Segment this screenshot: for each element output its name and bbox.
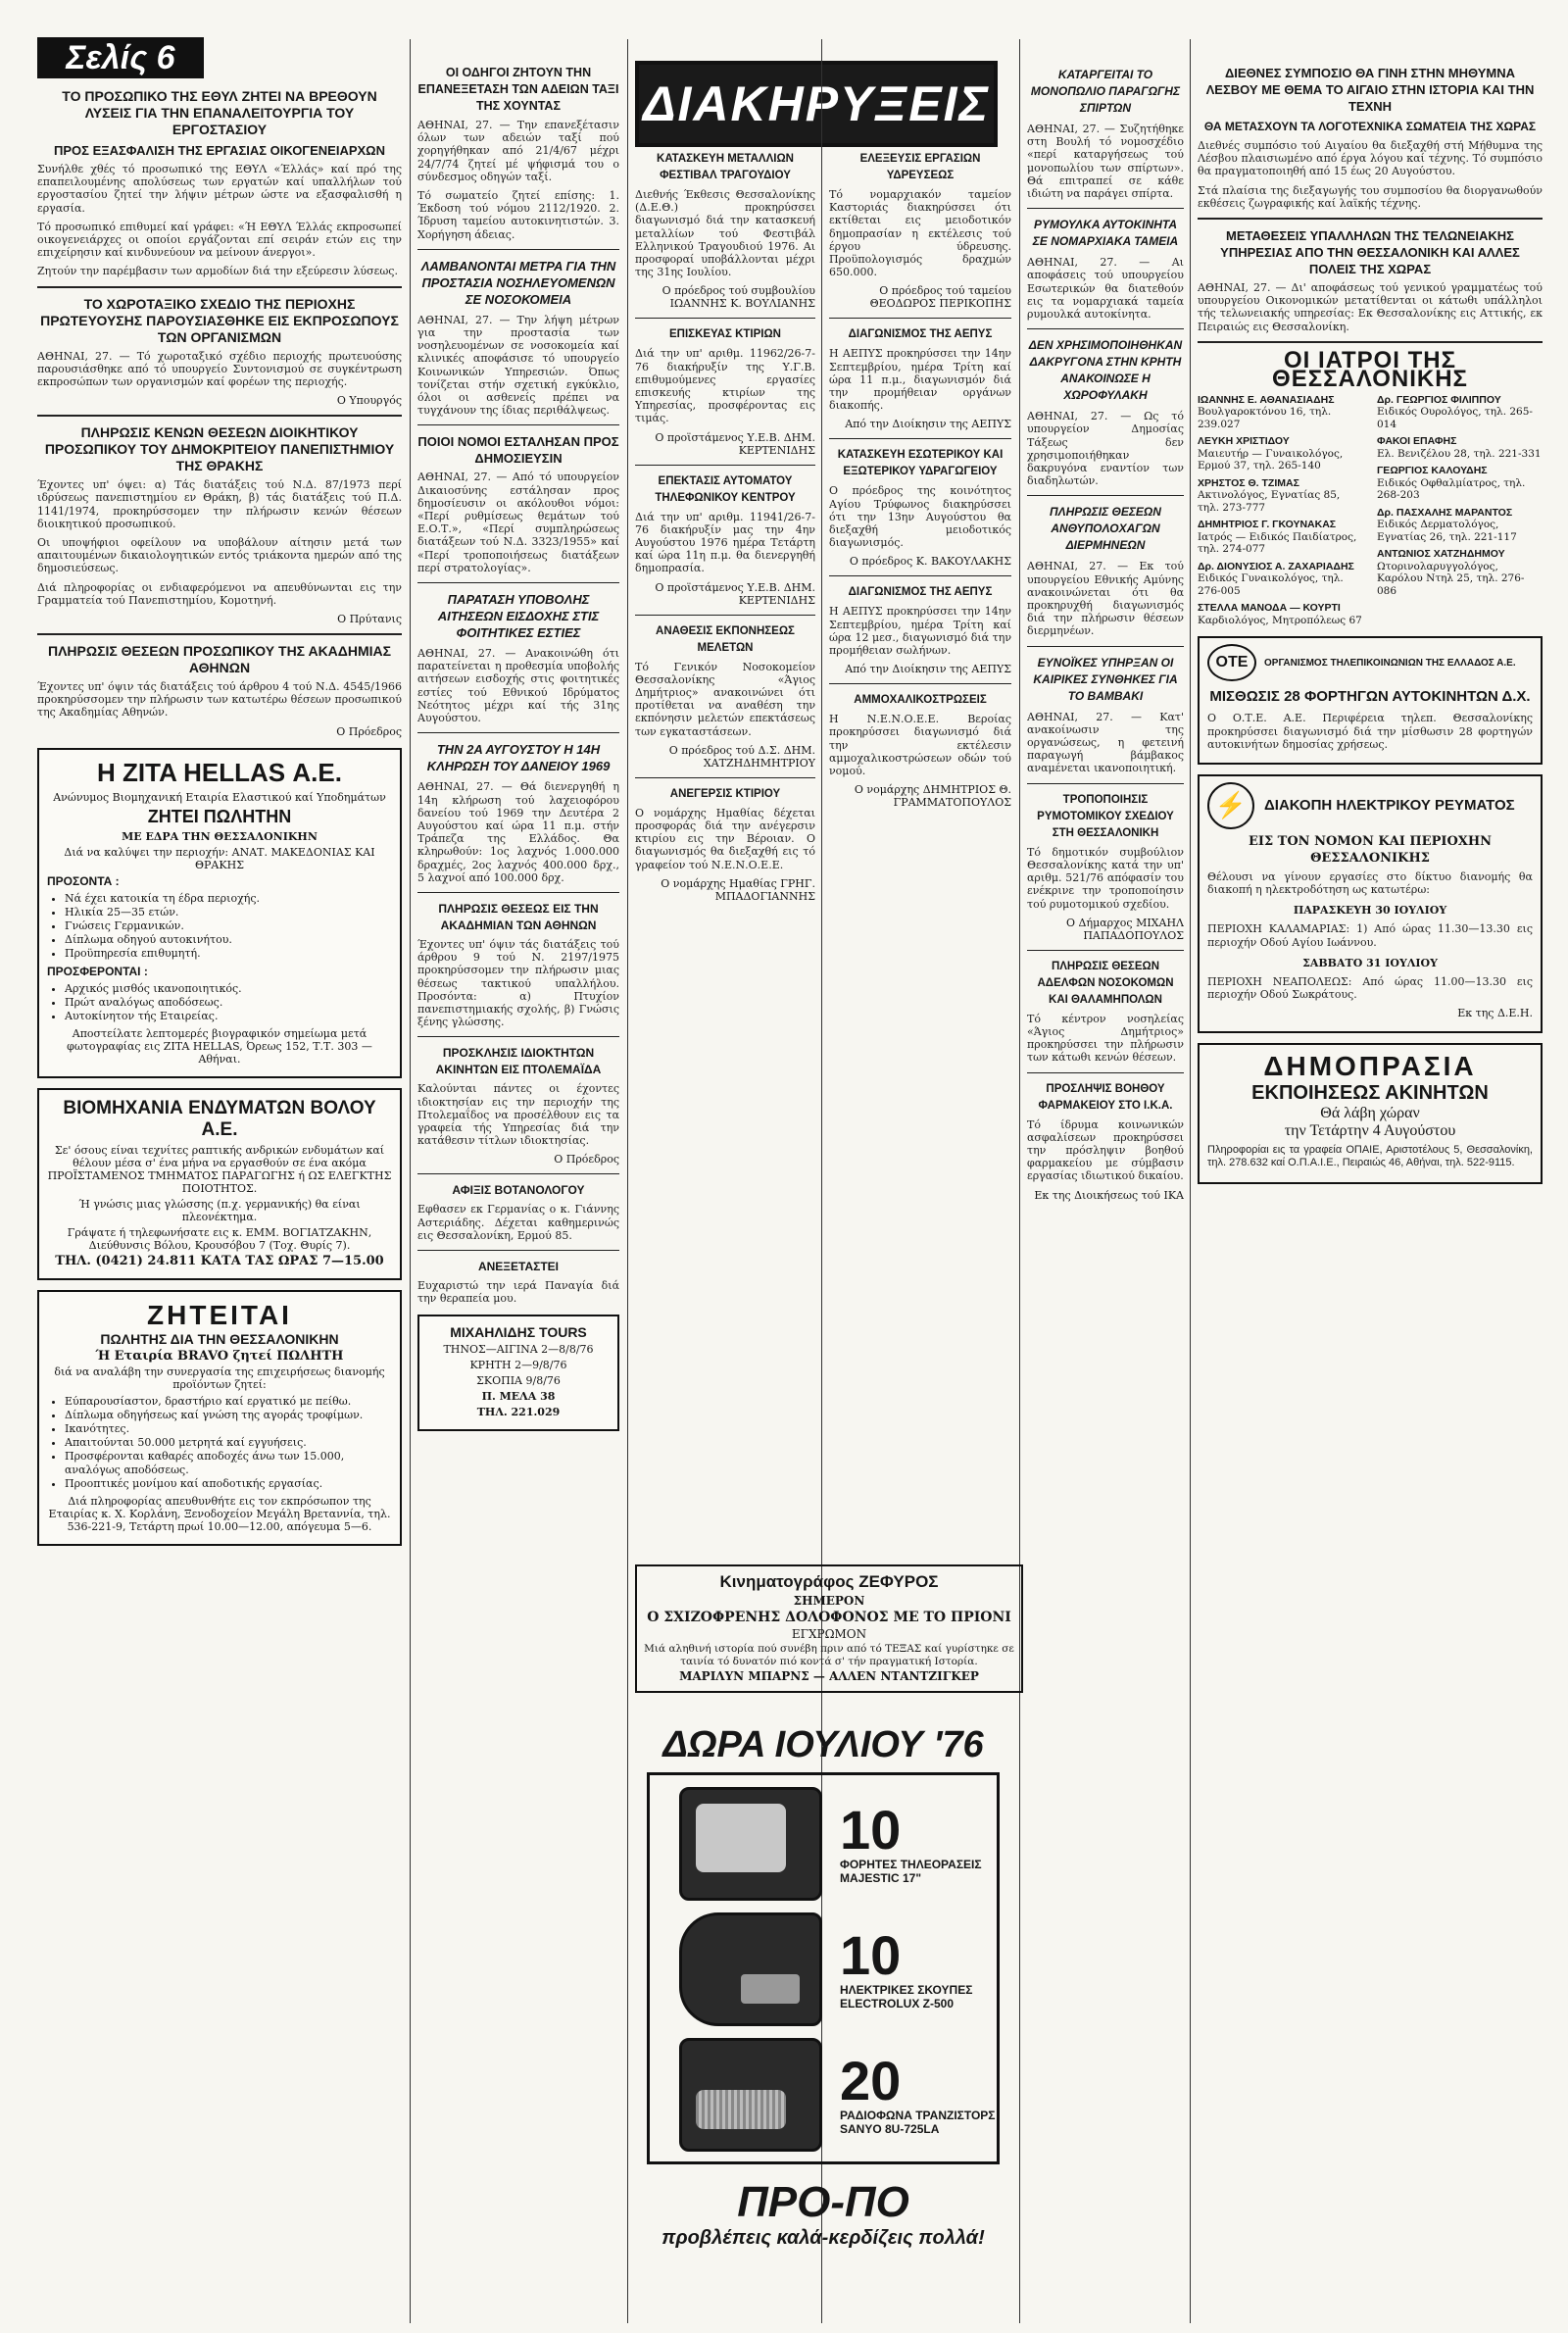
propo-slogan: προβλέπεις καλά-κερδίζεις πολλά! (662, 2227, 985, 2249)
article-text: Οι υποψήφιοι οφείλουν να υποβάλουν αίτησιν μετά των απαιτουμένων δικαιολογητικών εντός τριάκοντα ημερών από της δημοσιεύσεως. (37, 536, 402, 575)
list-item: • Απαιτούνται 50.000 μετρητά καί εγγυήσεις. (65, 1436, 392, 1450)
ad-subtitle: Ανώνυμος Βιομηχανική Εταιρία Ελαστικού καί Υποδημάτων (53, 790, 386, 804)
ad-company: Ή Εταιρία BRAVO ζητεί ΠΩΛΗΤΗ (95, 1348, 344, 1364)
headline-pharmacy-assistant: ΠΡΟΣΛΗΨΙΣ ΒΟΗΘΟΥ ΦΑΡΜΑΚΕΙΟΥ ΣΤΟ Ι.Κ.Α. (1038, 1082, 1173, 1112)
list-item: ΣΤΕΛΛΑ ΜΑΝΟΔΑ — ΚΟΥΡΤΙ Καρδιολόγος, Μητροπόλεως 67 (1198, 602, 1362, 626)
article-text: Ο πρόεδρος της κοινότητος Αγίου Τρύφωνος διακηρύσσει ότι την 13ην Αυγούστου θα διεξαχθή μειοδοτικός διαγωνισμός. (829, 484, 1011, 550)
auction-date: την Τετάρτην 4 Αυγούστου (1284, 1122, 1456, 1140)
headline-doctors: ΟΙ ΙΑΤΡΟΙ ΤΗΣ ΘΕΣΣΑΛΟΝΙΚΗΣ (1272, 346, 1468, 392)
column-2 (417, 61, 619, 2315)
headline-ethyl: ΤΟ ΠΡΟΣΩΠΙΚΟ ΤΗΣ ΕΘΥΛ ΖΗΤΕΙ ΝΑ ΒΡΕΘΟΥΝ ΛΥΣΕΙΣ ΓΙΑ ΤΗΝ ΕΠΑΝΑΛΕΙΤΟΥΡΓΙΑ ΤΟΥ ΕΡΓΟΣΤΑΣΙΟΥ (62, 88, 377, 137)
article-separator (417, 892, 619, 893)
prize-label: ΗΛΕΚΤΡΙΚΕΣ ΣΚΟΥΠΕΣ (840, 1983, 973, 1997)
bravo-ad (37, 1290, 402, 1546)
ad-title: ΖΗΤΕΙΤΑΙ (147, 1299, 292, 1330)
article-text: ΑΘΗΝΑΙ, 27. — Δι' αποφάσεως τού γενικού γραμματέως τού υπουργείου Οικονομικών μετατίθενται οι κάτωθι υπάλληλοι τής τελωνειακής υπηρεσίας: Εκ Θεσσαλονίκης εις Αττικής, εκ Πειραιώς εις Θεσσαλονίκη. (1198, 281, 1543, 333)
article-text: ΑΘΗΝΑΙ, 27. — Ως τό υπουργείον Δημοσίας Τάξεως δεν χρησιμοποιήθηκαν δακρυγόνα εναντίον των διαδηλωτών. (1027, 410, 1184, 488)
article-text: Ζητούν την παρέμβασιν των αρμοδίων διά την εξεύρεσιν λύσεως. (37, 265, 398, 278)
list-item: • Αρχικός μισθός ικανοποιητικός. (65, 982, 392, 996)
article-separator (635, 318, 815, 319)
signature: Ο πρόεδρος Κ. ΒΑΚΟΥΛΑΚΗΣ (849, 555, 1011, 569)
television-icon (679, 1787, 822, 1901)
headline-match-monopoly: ΚΑΤΑΡΓΕΙΤΑΙ ΤΟ ΜΟΝΟΠΩΛΙΟ ΠΑΡΑΓΩΓΗΣ ΣΠΙΡΤΩΝ (1030, 68, 1181, 115)
column-divider (1190, 39, 1191, 2323)
headline-water-works: ΕΛΕΞΕΥΣΙΣ ΕΡΓΑΣΙΩΝ ΥΔΡΕΥΣΕΩΣ (859, 153, 981, 181)
ote-title: ΜΙΣΘΩΣΙΣ 28 ΦΟΡΤΗΓΩΝ ΑΥΤΟΚΙΝΗΤΩΝ Δ.Χ. (1209, 688, 1531, 706)
article-separator (1027, 495, 1184, 496)
list-item: • Ικανότητες. (65, 1422, 392, 1436)
ad-intro: διά να αναλάβη την συνεργασία της επιχειρήσεως διανομής προϊόντων ζητεί: (54, 1365, 385, 1391)
cinema-today: ΣΗΜΕΡΟΝ (793, 1594, 865, 1608)
cinema-title: Κινηματογράφος ΖΕΦΥΡΟΣ (719, 1572, 939, 1591)
article-text: Διά την υπ' αριθμ. 11962/26-7-76 διακήρυξίν της Υ.Γ.Β. επιθυμούμενες εργασίες επισκευής κτιρίων της Υπηρεσίας, προσφέροντας εις τιμάς. (635, 347, 815, 425)
signature: Εκ της Διοικήσεως τού ΙΚΑ (1034, 1188, 1184, 1202)
column-divider (410, 39, 411, 2323)
dei-text: Θέλουσι να γίνουν εργασίες στο δίκτυο διανομής θα διακοπή η ηλεκτροδότηση ως κατωτέρω: (1207, 869, 1533, 897)
prizes-box (647, 1772, 1000, 2164)
article-separator (417, 249, 619, 250)
list-item: • Πρώτ αναλόγως αποδόσεως. (65, 996, 392, 1010)
article-text: Η ΑΕΠΥΣ προκηρύσσει την 14ην Σεπτεμβρίου, ημέρα Τρίτη καί ώρα 11 π.μ., διαγωνισμόν διά την προμήθειαν οργάνων διακοπής. (829, 347, 1011, 413)
ote-logo-icon: ΟΤΕ (1207, 644, 1256, 681)
article-text: Τό σωματείο ζητεί επίσης: 1. Έκδοση τού νόμου 2112/1920. 2. Ίδρυση ταμείου αυτοκινητιστών. 3. Χορήγηση άδειας. (417, 189, 619, 241)
prize-brand: SANYO 8U-725LA (840, 2122, 940, 2136)
article-separator (829, 438, 1011, 439)
list-item: • Εύπαρουσίαστον, δραστήριο καί εργατικό με πείθω. (65, 1395, 392, 1409)
ad-offers-list (65, 982, 392, 1023)
ad-title: ΜΙΧΑΗΛΙΔΗΣ TOURS (450, 1324, 587, 1341)
headline-tow-trucks: ΡΥΜΟΥΛΚΑ ΑΥΤΟΚΙΝΗΤΑ ΣΕ ΝΟΜΑΡΧΙΑΚΑ ΤΑΜΕΙΑ (1032, 218, 1179, 249)
article-separator (635, 615, 815, 616)
auction-line: Θά λάβη χώραν (1320, 1105, 1420, 1122)
headline-telephone-center: ΕΠΕΚΤΑΣΙΣ ΑΥΤΟΜΑΤΟΥ ΤΗΛΕΦΩΝΙΚΟΥ ΚΕΝΤΡΟΥ (655, 474, 796, 504)
headline-building-repairs: ΕΠΙΣΚΕΥΑΣ ΚΤΙΡΙΩΝ (669, 328, 781, 341)
article-text: Η Ν.Ε.Ν.Ο.Ε.Ε. Βεροίας προκηρύσσει διαγωνισμό διά την εκτέλεσιν αμμοχαλικοστρώσεων οδών τού νομού. (829, 713, 1011, 778)
cinema-cast: ΜΑΡΙΛΥΝ ΜΠΑΡΝΣ — ΑΛΛΕΝ ΝΤΑΝΤΖΙΓΚΕΡ (679, 1669, 979, 1683)
prize-qty: 20 (840, 2050, 902, 2111)
doctors-list (1198, 394, 1543, 627)
headline-aepys-tender-2: ΔΙΑΓΩΝΙΣΜΟΣ ΤΗΣ ΑΕΠΥΣ (848, 586, 993, 599)
prize-qty: 10 (840, 1924, 902, 1986)
headline-property-owners: ΠΡΟΣΚΛΗΣΙΣ ΙΔΙΟΚΤΗΤΩΝ ΑΚΙΝΗΤΩΝ ΕΙΣ ΠΤΟΛΕΜΑΪΔΑ (435, 1046, 602, 1077)
article-text: Διά πληροφορίας οι ενδιαφερόμενοι να απευθύνωνται εις την Γραμματεία τού Πανεπιστημίου, Κομοτηνή. (37, 580, 402, 607)
ad-requirements-list (65, 892, 392, 961)
article-separator (417, 424, 619, 425)
headline-spatial-plan: ΤΟ ΧΩΡΟΤΑΞΙΚΟ ΣΧΕΔΙΟ ΤΗΣ ΠΕΡΙΟΧΗΣ ΠΡΩΤΕΥΟΥΣΗΣ ΠΑΡΟΥΣΙΑΣΘΗΚΕ ΕΙΣ ΕΚΠΡΟΣΩΠΟΥΣ ΤΩΝ ΟΡΓΑΝΙΣΜΩΝ (40, 295, 399, 345)
ad-contact: Αποστείλατε λεπτομερές βιογραφικόν σημείωμα μετά φωτογραφίας εις ZITA HELLAS, Όρεως 152, Τ.Τ. 303 — Αθήναι. (67, 1026, 372, 1066)
headline-cotton: ΕΥΝΟΪΚΕΣ ΥΠΗΡΞΑΝ ΟΙ ΚΑΙΡΙΚΕΣ ΣΥΝΘΗΚΕΣ ΓΙΑ ΤΟ ΒΑΜΒΑΚΙ (1033, 655, 1178, 703)
article-separator (1198, 218, 1543, 220)
signature: Ο Πρόεδρος (554, 1153, 619, 1166)
article-text: Εφθασεν εκ Γερμανίας ο κ. Γιάννης Αστεριάδης. Δέχεται καθημερινώς εις Θεσσαλονίκη, Ερμού 85. (417, 1203, 619, 1242)
ad-text: Σε' όσους είναι τεχνίτες ραπτικής ανδρικών ενδυμάτων καί θέλουν μέσα σ' ένα μήνα να εργασθούν σε ένα ακόμα ΠΡΟΪΣΤΑΜΕΝΟΣ ΤΜΗΜΑΤΟΣ ΠΑΡΑΓΩΓΗΣ ή ΩΣ ΕΛΕΓΚΤΗΣ ΠΟΙΟΤΗΤΟΣ. (47, 1143, 392, 1195)
article-text: Διεθνής Έκθεσις Θεσσαλονίκης (Δ.Ε.Θ.) προκηρύσσει διαγωνισμό διά την κατασκευή μεταλλίων τού Φεστιβάλ Ελληνικού Τραγουδιού 1976. Αι προσφοραί υποβάλλονται μέχρι της 31ης Ιουλίου. (635, 188, 815, 279)
article-text: ΑΘΗΝΑΙ, 27. — Κατ' ανακοίνωσιν της οργανώσεως, η φετεινή παραγωγή βάμβακος αναμένεται ικανοποιητική. (1027, 710, 1184, 775)
lightning-bolt-icon: ⚡ (1207, 782, 1254, 829)
propo-logo: ΠΡΟ-ΠΟ (737, 2178, 909, 2226)
article-text: Τό ίδρυμα κοινωνικών ασφαλίσεων προκηρύσσει την πρόσληψιν βοηθού φαρμακείου με σύμβασιν εργασίας ιδιωτικού δικαίου. (1027, 1117, 1184, 1183)
ad-phone: ΤΗΛ. (0421) 24.811 ΚΑΤΑ ΤΑΣ ΩΡΑΣ 7—15.00 (55, 1253, 384, 1268)
article-text: Η ΑΕΠΥΣ προκηρύσσει την 14ην Σεπτεμβρίου, ημέρα Τρίτη καί ώρα 12 μεσ., διαγωνισμό διά την προμήθειαν σωλήνων. (829, 605, 1011, 658)
ad-subtitle: ΠΩΛΗΤΗΣ ΔΙΑ ΤΗΝ ΘΕΣΣΑΛΟΝΙΚΗΝ (100, 1330, 339, 1347)
headline-laws-published: ΠΟΙΟΙ ΝΟΜΟΙ ΕΣΤΑΛΗΣΑΝ ΠΡΟΣ ΔΗΜΟΣΙΕΥΣΙΝ (417, 434, 619, 467)
column-1 (37, 84, 402, 2319)
article-text: ΑΘΗΝΑΙ, 27. — Εκ τού υπουργείου Εθνικής Αμύνης ανακοινώνεται ότι θα προκηρυχθή διαγωνισμός διά την πλήρωσιν θέσεων διερμηνέων. (1027, 560, 1184, 638)
article-separator (417, 732, 619, 733)
list-item: • Δίπλωμα οδηγήσεως καί γνώση της αγοράς τροφίμων. (65, 1409, 392, 1422)
dei-text: ΠΕΡΙΟΧΗ ΝΕΑΠΟΛΕΩΣ: Από ώρας 11.00—13.30 εις περιοχήν Οδού Σωκράτους. (1207, 974, 1533, 1001)
article-text: Τό Γενικόν Νοσοκομείον Θεσσαλονίκης «Άγιος Δημήτριος» ανακοινώνει ότι προτίθεται να αναθέση την εκπόνησιν μελετών επεκτάσεως των εγκαταστάσεων. (635, 660, 815, 738)
ote-text: Ο Ο.Τ.Ε. Α.Ε. Περιφέρεια τηλεπ. Θεσσαλονίκης προκηρύσσει διαγωνισμό διά την μίσθωσιν 28 φορτηγών αυτοκινήτων δημοσίας χρήσεως. (1207, 712, 1533, 751)
signature: Ο πρόεδρος τού ταμείου ΘΕΟΔΩΡΟΣ ΠΕΡΙΚΟΠΗΣ (869, 284, 1011, 311)
ad-contact: Γράψατε ή τηλεφωνήσατε εις κ. ΕΜΜ. ΒΟΓΙΑΤΖΑΚΗΝ, Διεύθυνσις Βόλου, Κρουσόβου 7 (Τοχ. Θυρίς 7). (67, 1225, 372, 1252)
zefyros-cinema-ad (635, 1564, 1023, 1693)
propo-july-gifts-ad (627, 1723, 1019, 2311)
prize-radio (679, 2038, 997, 2152)
article-text: Διά την υπ' αριθμ. 11941/26-7-76 διακήρυξίν μας την 4ην Αυγούστου 1976 ημέρα Τετάρτη καί ώρα 11η π.μ. θα διενεργηθή δημοπρασία. (635, 510, 815, 575)
article-separator (1027, 208, 1184, 209)
article-text: Έχοντες υπ' όψιν τάς διατάξεις τού άρθρου 4 τού Ν.Δ. 4545/1966 προκηρύσσομεν την πλήρωσιν των κατωτέρω θέσεων προσωπικού της Ακαδημίας Αθηνών. (37, 680, 402, 720)
article-separator (829, 683, 1011, 684)
prize-label: ΦΟΡΗΤΕΣ ΤΗΛΕΟΡΑΣΕΙΣ (840, 1858, 982, 1871)
list-item: Δρ. ΔΙΟΝΥΣΙΟΣ Α. ΖΑΧΑΡΙΑΔΗΣ Ειδικός Γυναικολόγος, τηλ. 276-005 (1198, 560, 1354, 597)
signature: Ο νομάρχης Ημαθίας ΓΡΗΓ. ΜΠΑΔΟΓΙΑΝΝΗΣ (661, 876, 815, 903)
article-separator (1027, 1072, 1184, 1073)
ad-address: Π. ΜΕΛΑ 38 (481, 1390, 556, 1404)
article-separator (829, 318, 1011, 319)
ad-phone: ΤΗΛ. 221.029 (476, 1406, 561, 1419)
dei-text: ΠΕΡΙΟΧΗ ΚΑΛΑΜΑΡΙΑΣ: 1) Από ώρας 11.30—13.30 εις περιοχήν Οδού Αγίου Ιωάννου. (1207, 922, 1533, 949)
article-text: Έχοντες υπ' όψει: α) Τάς διατάξεις τού Ν.Δ. 87/1973 περί ιδρύσεως πανεπιστημίου εν Θράκη, β) τάς διατάξεις τού Π.Δ. 1141/1974, προκηρύσσομεν την πλήρωσιν κενών θέσεων διοικητικού προσωπικού. (37, 478, 402, 530)
radio-icon (679, 2038, 822, 2152)
article-text: Τό δημοτικόν συμβούλιον Θεσσαλονίκης κατά την υπ' αριθμ. 521/76 απόφασίν του ενέκρινε την τροποποίησιν τού ρυμοτομικού σχεδίου. (1027, 845, 1184, 911)
prize-label: ΡΑΔΙΟΦΩΝΑ ΤΡΑΝΖΙΣΤΟΡΣ (840, 2109, 996, 2122)
signature: Ο Υπουργός (336, 394, 402, 408)
prize-qty: 10 (840, 1799, 902, 1861)
article-separator (37, 633, 402, 635)
article-text: Έχοντες υπ' όψιν τάς διατάξεις τού άρθρου 9 τού Ν. 2197/1975 προκηρύσσομεν την πλήρωσιν μιας θέσεως τακτικού υπαλλήλου. Προσόντα: α) Πτυχίον πανεπιστημιακής σχολής, β) Γνώσις ξένης γλώσσης. (417, 937, 619, 1029)
headline-aqueduct: ΚΑΤΑΣΚΕΥΗ ΕΣΩΤΕΡΙΚΟΥ ΚΑΙ ΕΞΩΤΕΡΙΚΟΥ ΥΔΡΑΓΩΓΕΙΟΥ (837, 449, 1004, 478)
list-item: ΔΗΜΗΤΡΙΟΣ Γ. ΓΚΟΥΝΑΚΑΣ Ιατρός — Ειδικός Παιδίατρος, τηλ. 274-077 (1198, 519, 1357, 556)
column-3 (635, 147, 815, 1549)
list-item: • Γνώσεις Γερμανικών. (65, 919, 392, 933)
ad-contact: Διά πληροφορίας απευθυνθήτε εις τον εκπρόσωπον της Εταιρίας κ. Χ. Κορλάνη, Ξενοδοχείον Μεγάλη Βρεταννία, τηλ. 536-221-9, Τετάρτη πρωί 10.00—12.00, απόγευμα 5—6. (48, 1494, 391, 1533)
headline-building-erection: ΑΝΕΓΕΡΣΙΣ ΚΤΙΡΙΟΥ (669, 787, 781, 800)
auction-text: Πληροφορίαι εις τα γραφεία ΟΠΑΙΕ, Αριστοτέλους 5, Θεσσαλονίκη, τηλ. 278.632 καί Ο.Π.Α.Ι.Ε., Πειραιώς 46, Αθήναι, τηλ. 522-9115. (1207, 1144, 1533, 1169)
article-text: ΑΘΗΝΑΙ, 27. — Τό χωροταξικό σχέδιο περιοχής πρωτευούσης παρουσιάσθηκε από τό υπουργείο Συντονισμού σε συγκέντρωση εκπροσώπων των οργανισμών καί φορέων της περιοχής. (37, 349, 402, 389)
article-text: ΑΘΗΝΑΙ, 27. — Ανακοινώθη ότι παρατείνεται η προθεσμία υποβολής αιτήσεων εισδοχής στις φοιτητικές εστίες τού Εθνικού Ιδρύματος Νεότητος μέχρι καί τής 31ης Αυγούστου. (417, 647, 619, 725)
headline-studies: ΑΝΑΘΕΣΙΣ ΕΚΠΟΝΗΣΕΩΣ ΜΕΛΕΤΩΝ (656, 624, 795, 654)
tour-row: ΚΡΗΤΗ 2—9/8/76 (469, 1359, 567, 1372)
column-6 (1198, 61, 1543, 2315)
list-item: • Προϋπηρεσία επιθυμητή. (65, 947, 392, 961)
michailidis-tours-ad (417, 1315, 619, 1431)
volos-clothing-ad (37, 1088, 402, 1280)
article-text: ΑΘΗΝΑΙ, 27. — Από τό υπουργείον Δικαιοσύνης εστάλησαν προς δημοσίευσιν οι ακόλουθοι νόμοι: «Περί ρυθμίσεως θεμάτων τού Ε.Ο.Τ.», «Περί συμπληρώσεως διατάξεων τού Ν.Δ. 3323/1955» καί «Περί τροποποιήσεως διατάξεων περί στρατολογίας». (417, 471, 619, 574)
cinema-description: Μιά αληθινή ιστορία πού συνέβη πριν από τό ΤΕΞΑΣ καί γυρίστηκε σε ταινία τό δυνατόν πιό κοντά σ' τήν πραγματική Ιστορία. (644, 1643, 1014, 1667)
ad-area: Διά να καλύψει την περιοχήν: ΑΝΑΤ. ΜΑΚΕΔΟΝΙΑΣ ΚΑΙ ΘΡΑΚΗΣ (64, 845, 375, 871)
list-item: • Προσφέρονται καθαρές αποδοχές άνω των 15.000, αναλόγως αποδόσεως. (65, 1450, 392, 1477)
auction-subtitle: ΕΚΠΟΙΗΣΕΩΣ ΑΚΙΝΗΤΩΝ (1251, 1082, 1489, 1105)
prize-brand: MAJESTIC 17" (840, 1871, 922, 1885)
auction-title: ΔΗΜΟΠΡΑΣΙΑ (1263, 1051, 1477, 1082)
article-text: Διεθνές συμπόσιο τού Αιγαίου θα διεξαχθή στή Μήθυμνα της Λέσβου πλαισιωμένο από έργα λόγου καί τέχνης. Τό συμπόσιο θα πραγματοποιηθή από 15 έως 20 Αυγούστου. (1198, 139, 1543, 178)
ad-title: ΒΙΟΜΗΧΑΝΙΑ ΕΝΔΥΜΑΤΩΝ ΒΟΛΟΥ Α.Ε. (63, 1097, 376, 1140)
headline-interpreters: ΠΛΗΡΩΣΙΣ ΘΕΣΕΩΝ ΑΝΘΥΠΟΛΟΧΑΓΩΝ ΔΙΕΡΜΗΝΕΩΝ (1050, 505, 1161, 553)
headline-academy-athens: ΠΛΗΡΩΣΙΣ ΘΕΣΕΩΝ ΠΡΟΣΩΠΙΚΟΥ ΤΗΣ ΑΚΑΔΗΜΙΑΣ ΑΘΗΝΩΝ (47, 643, 392, 676)
article-separator (1027, 646, 1184, 647)
column-divider (1019, 39, 1020, 2323)
subheadline-ethyl: ΠΡΟΣ ΕΞΑΣΦΑΛΙΣΗ ΤΗΣ ΕΡΓΑΣΙΑΣ ΟΙΚΟΓΕΝΕΙΑΡΧΩΝ (53, 143, 385, 158)
ad-seat: ΜΕ ΕΔΡΑ ΤΗΝ ΘΕΣΣΑΛΟΝΙΚΗΝ (122, 829, 318, 843)
list-item: ΧΡΗΣΤΟΣ Θ. ΤΖΙΜΑΣ Ακτινολόγος, Εγνατίας 85, τηλ. 273-777 (1198, 476, 1341, 514)
article-separator (1027, 328, 1184, 329)
ad-offers-label: ΠΡΟΣΦΕΡΟΝΤΑΙ : (47, 964, 148, 978)
ad-text: Ή γνώσις μιας γλώσσης (π.χ. γερμανικής) θα είναι πλεονέκτημα. (78, 1197, 361, 1223)
article-text: Ευχαριστώ την ιερά Παναγία διά την θεραπεία μου. (417, 1278, 619, 1306)
headline-academy-post: ΠΛΗΡΩΣΙΣ ΘΕΣΕΩΣ ΕΙΣ ΤΗΝ ΑΚΑΔΗΜΙΑΝ ΤΩΝ ΑΘΗΝΩΝ (438, 901, 599, 932)
list-item: • Ηλικία 25—35 ετών. (65, 906, 392, 919)
list-item: Δρ. ΓΕΩΡΓΙΟΣ ΦΙΛΙΠΠΟΥ Ειδικός Ουρολόγος, τηλ. 265-014 (1377, 393, 1533, 430)
list-item: • Αυτοκίνητον τής Εταιρείας. (65, 1010, 392, 1023)
dei-day: ΠΑΡΑΣΚΕΥΗ 30 ΙΟΥΛΙΟΥ (1293, 904, 1447, 918)
column-5 (1027, 61, 1184, 2315)
headline-festival-medals: ΚΑΤΑΣΚΕΥΗ ΜΕΤΑΛΛΙΩΝ ΦΕΣΤΙΒΑΛ ΤΡΑΓΟΥΔΙΟΥ (657, 153, 794, 181)
dei-title: ΔΙΑΚΟΠΗ ΗΛΕΚΤΡΙΚΟΥ ΡΕΥΜΑΤΟΣ (1264, 797, 1515, 815)
cinema-film: Ο ΣΧΙΖΟΦΡΕΝΗΣ ΔΟΛΟΦΟΝΟΣ ΜΕ ΤΟ ΠΡΙΟΝΙ (647, 1610, 1011, 1625)
dei-day: ΣΑΒΒΑΤΟ 31 ΙΟΥΛΙΟΥ (1302, 956, 1438, 969)
article-text: ΑΘΗΝΑΙ, 27. — Αι αποφάσεις τού υπουργείου Εσωτερικών θα διατεθούν εις τα νομαρχιακά ταμεία ρυμουλκά αυτοκίνητα. (1027, 256, 1184, 322)
headline-thanks: ΑΝΕΞΕΤΑΣΤΕΙ (477, 1259, 560, 1273)
article-text: Τό νομαρχιακόν ταμείον Καστοριάς διακηρύσσει ότι εκτίθεται εις μειοδοτικόν δημοπρασίαν η εκτέλεσις τού έργου ύδρευσης. Προϋπολογισμός δραχμών 650.000. (829, 188, 1011, 279)
article-separator (417, 1036, 619, 1037)
tour-row: ΣΚΟΠΙΑ 9/8/76 (476, 1374, 561, 1388)
article-text: ΑΘΗΝΑΙ, 27. — Την λήψη μέτρων για την προστασία των νοσηλευομένων σε νοσοκομεία καί κλινικές αποφάσισε τό υπουργείο Κοινωνικών Υπηρεσιών. Όπως τονίζεται στήν σχετική εγκύκλιο, όλοι οι ασθενείς πρέπει να τυγχάνουν της ίδιας περιθάλψεως. (417, 313, 619, 418)
tour-row: ΤΗΝΟΣ—ΑΙΓΙΝΑ 2—8/8/76 (443, 1343, 594, 1357)
zita-hellas-ad (37, 748, 402, 1078)
article-separator (1027, 950, 1184, 951)
signature: Ο προϊστάμενος Υ.Ε.Β. ΔΗΜ. ΚΕΡΤΕΝΙΔΗΣ (655, 580, 815, 607)
auction-notice (1198, 1043, 1543, 1183)
column-4 (829, 147, 1011, 1549)
article-text: ΑΘΗΝΑΙ, 27. — Συζητήθηκε στη Βουλή τό νομοσχέδιο «περί καταργήσεως τού μονοπωλίου των σπίρτων». Θά επιτραπεί σε κάθε ιδιώτη να παράγει σπίρτα. (1027, 123, 1184, 201)
article-separator (829, 575, 1011, 576)
article-text: Καλούνται πάντες οι έχοντες ιδιοκτησίαν εις την περιοχήν της Πτολεμαΐδος να προσέλθουν εις τα γραφεία τής Υπηρεσίας διά την κατάθεσιν τίτλων ιδιοκτησίας. (417, 1082, 619, 1148)
page-number-tag: Σελίς 6 (37, 37, 204, 78)
signature: Από την Διοίκησιν της ΑΕΠΥΣ (845, 663, 1011, 676)
signature: Ο Πρύτανις (337, 613, 402, 626)
article-separator (37, 415, 402, 417)
subheadline-symposium: ΘΑ ΜΕΤΑΣΧΟΥΝ ΤΑ ΛΟΓΟΤΕΧΝΙΚΑ ΣΩΜΑΤΕΙΑ ΤΗΣ ΧΩΡΑΣ (1203, 120, 1537, 133)
article-text: Τό κέντρον νοσηλείας «Άγιος Δημήτριος» προκηρύσσει την πλήρωσιν των κάτωθι κενών θέσεων. (1027, 1012, 1184, 1065)
signature: Εκ της Δ.Ε.Η. (1457, 1007, 1533, 1020)
list-item: • Δίπλωμα οδηγού αυτοκινήτου. (65, 933, 392, 947)
ad-headline: ΔΩΡΑ ΙΟΥΛΙΟΥ '76 (662, 1724, 984, 1765)
announcements-banner: ΔΙΑΚΗΡΥΞΕΙΣ (635, 61, 998, 147)
ote-notice (1198, 636, 1543, 765)
article-separator (1198, 341, 1543, 343)
headline-customs-transfers: ΜΕΤΑΘΕΣΕΙΣ ΥΠΑΛΛΗΛΩΝ ΤΗΣ ΤΕΛΩΝΕΙΑΚΗΣ ΥΠΗΡΕΣΙΑΣ ΑΠΟ ΤΗΝ ΘΕΣΣΑΛΟΝΙΚΗ ΚΑΙ ΑΛΛΕΣ ΠΟΛΕΙΣ ΤΗΣ ΧΩΡΑΣ (1220, 228, 1520, 277)
cinema-color: ΕΓΧΡΩΜΟΝ (791, 1627, 867, 1641)
ote-org: ΟΡΓΑΝΙΣΜΟΣ ΤΗΛΕΠΙΚΟΙΝΩΝΙΩΝ ΤΗΣ ΕΛΛΑΔΟΣ Α.Ε. (1264, 657, 1516, 669)
prize-brand: ELECTROLUX Z-500 (840, 1997, 955, 2010)
article-text: ΑΘΗΝΑΙ, 27. — Θά διενεργηθή η 14η κλήρωση τού λαχειοφόρου δανείου τού 1969 την Δευτέρα 2 Αυγούστου καί ώρα 11 π.μ. στήν Τράπεζα της Ελλάδος. Θα κληρωθούν: 1ος λαχνός 1.000.000 δραχμές, 2ος λαχνός 400.000 δρχ., 5 λαχνοί από 100.000 δρχ. (417, 780, 619, 884)
headline-taxi-drivers: ΟΙ ΟΔΗΓΟΙ ΖΗΤΟΥΝ ΤΗΝ ΕΠΑΝΕΞΕΤΑΣΗ ΤΩΝ ΑΔΕΙΩΝ ΤΑΞΙ ΤΗΣ ΧΟΥΝΤΑΣ (417, 66, 619, 113)
headline-herbalist: ΑΦΙΞΙΣ ΒΟΤΑΝΟΛΟΓΟΥ (452, 1183, 585, 1198)
article-separator (37, 286, 402, 288)
article-separator (635, 465, 815, 466)
prize-vacuum (679, 1912, 997, 2026)
headline-loan-draw: ΤΗΝ 2Α ΑΥΓΟΥΣΤΟΥ Η 14Η ΚΛΗΡΩΣΗ ΤΟΥ ΔΑΝΕΙΟΥ 1969 (426, 742, 611, 774)
article-separator (417, 1250, 619, 1251)
article-separator (417, 1173, 619, 1174)
headline-gravel-works: ΑΜΜΟΧΑΛΙΚΟΣΤΡΩΣΕΙΣ (854, 694, 987, 707)
article-text: Ο νομάρχης Ημαθίας δέχεται προσφοράς διά την ανέγερσιν κτιρίου εις την Βέροιαν. Ο διαγωνισμός θα διεξαχθή εις τό γραφείον τού Ν.Ε.Ν.Ο.Ε.Ε. (635, 806, 815, 871)
headline-student-hostels: ΠΑΡΑΤΑΣΗ ΥΠΟΒΟΛΗΣ ΑΙΤΗΣΕΩΝ ΕΙΣΔΟΧΗΣ ΣΤΙΣ ΦΟΙΤΗΤΙΚΕΣ ΕΣΤΙΕΣ (437, 592, 600, 641)
headline-tear-gas: ΔΕΝ ΧΡΗΣΙΜΟΠΟΙΗΘΗΚΑΝ ΔΑΚΡΥΓΟΝΑ ΣΤΗΝ ΚΡΗΤΗ ΑΝΑΚΟΙΝΩΣΕ Η ΧΩΡΟΦΥΛΑΚΗ (1028, 338, 1183, 403)
adjacent-page-edge (1546, 39, 1568, 2323)
dei-subtitle: ΕΙΣ ΤΟΝ ΝΟΜΟΝ ΚΑΙ ΠΕΡΙΟΧΗΝ ΘΕΣΣΑΛΟΝΙΚΗΣ (1248, 833, 1493, 866)
list-item: ΛΕΥΚΗ ΧΡΙΣΤΙΔΟΥ Μαιευτήρ — Γυναικολόγος, Ερμού 37, τηλ. 265-140 (1198, 435, 1344, 472)
dei-power-cut-notice (1198, 774, 1543, 1033)
headline-aepys-tender: ΔΙΑΓΩΝΙΣΜΟΣ ΤΗΣ ΑΕΠΥΣ (848, 328, 993, 341)
ad-requirements-label: ΠΡΟΣΟΝΤΑ : (47, 873, 120, 888)
ad-seek: ΖΗΤΕΙ ΠΩΛΗΤΗΝ (147, 806, 292, 826)
article-separator (635, 777, 815, 778)
article-text: Συνήλθε χθές τό προσωπικό της ΕΘΥΛ «Έλλάς» καί πρό της επαπειλουμένης απολύσεως των εργατών καί υπαλλήλων τού εργοστασίου ζητεί την λήψιν μέτρων ώστε να εξασφαλισθή η εργασία. (37, 163, 402, 215)
vacuum-cleaner-icon (679, 1912, 822, 2026)
list-item: ΓΕΩΡΓΙΟΣ ΚΑΛΟΥΔΗΣ Ειδικός Οφθαλμίατρος, τηλ. 268-203 (1377, 465, 1526, 502)
list-item: Δρ. ΠΑΣΧΑΛΗΣ ΜΑΡΑΝΤΟΣ Ειδικός Δερματολόγος, Εγνατίας 26, τηλ. 221-117 (1377, 506, 1517, 543)
signature: Ο προϊστάμενος Υ.Ε.Β. ΔΗΜ. ΚΕΡΤΕΝΙΔΗΣ (655, 430, 815, 457)
headline-nurses: ΠΛΗΡΩΣΙΣ ΘΕΣΕΩΝ ΑΔΕΛΦΩΝ ΝΟΣΟΚΟΜΩΝ ΚΑΙ ΘΑΛΑΜΗΠΟΛΩΝ (1037, 960, 1174, 1006)
article-text: ΑΘΗΝΑΙ, 27. — Την επανεξέτασιν όλων των αδειών ταξί πού χορηγήθηκαν από 21/4/67 μέχρι 24/7/74 ζητεί μέ ψήφισμά του ο σύνδεσμος οδηγών ταξί. (417, 119, 619, 183)
signature: Ο πρόεδρος τού Δ.Σ. ΔΗΜ. ΧΑΤΖΗΔΗΜΗΤΡΙΟΥ (668, 743, 815, 769)
signature: Ο Δήμαρχος ΜΙΧΑΗΛ ΠΑΠΑΔΟΠΟΥΛΟΣ (1066, 916, 1184, 942)
ad-title: Η ZITA HELLAS Α.Ε. (97, 757, 342, 787)
headline-hospital-patients: ΛΑΜΒΑΝΟΝΤΑΙ ΜΕΤΡΑ ΓΙΑ ΤΗΝ ΠΡΟΣΤΑΣΙΑ ΝΟΣΗΛΕΥΟΜΕΝΩΝ ΣΕ ΝΟΣΟΚΟΜΕΙΑ (420, 258, 616, 307)
headline-town-plan: ΤΡΟΠΟΠΟΙΗΣΙΣ ΡΥΜΟΤΟΜΙΚΟΥ ΣΧΕΔΙΟΥ ΣΤΗ ΘΕΣΣΑΛΟΝΙΚΗ (1037, 793, 1174, 839)
signature: Ο πρόεδρος τού συμβουλίου ΙΩΑΝΝΗΣ Κ. ΒΟΥΛΙΑΝΗΣ (662, 284, 815, 311)
ad-list (65, 1395, 392, 1491)
headline-thrace-university: ΠΛΗΡΩΣΙΣ ΚΕΝΩΝ ΘΕΣΕΩΝ ΔΙΟΙΚΗΤΙΚΟΥ ΠΡΟΣΩΠΙΚΟΥ ΤΟΥ ΔΗΜΟΚΡΙΤΕΙΟΥ ΠΑΝΕΠΙΣΤΗΜΙΟΥ ΤΗΣ ΘΡΑΚΗΣ (44, 424, 395, 474)
signature: Από την Διοίκησιν της ΑΕΠΥΣ (845, 418, 1011, 431)
article-separator (417, 582, 619, 583)
list-item: • Νά έχει κατοικία τη έδρα περιοχής. (65, 892, 392, 906)
signature: Ο νομάρχης ΔΗΜΗΤΡΙΟΣ Θ. ΓΡΑΜΜΑΤΟΠΟΥΛΟΣ (854, 783, 1011, 810)
article-text: Τό προσωπικό επιθυμεί καί γράφει: «Ή ΕΘΥΛ Έλλάς εκπροσωπεί οικογενειάρχες οι οποίοι εργάζονται επί σειράν ετών εις την επιχείρησιν καί κινδυνεύουν να μείνουν άνεργοι». (37, 220, 402, 260)
prize-tv (679, 1787, 997, 1901)
signature: Ο Πρόεδρος (336, 724, 402, 738)
list-item: • Προοπτικές μονίμου καί αποδοτικής εργασίας. (65, 1477, 392, 1491)
article-text: Στά πλαίσια της διεξαγωγής του συμποσίου θα διοργανωθούν εκθέσεις ζωγραφικής καί λαϊκής τέχνης. (1198, 183, 1543, 210)
list-item: ΦΑΚΟΙ ΕΠΑΦΗΣ Ελ. Βενιζέλου 28, τηλ. 221-331 (1377, 435, 1542, 460)
article-separator (1027, 783, 1184, 784)
list-item: ΑΝΤΩΝΙΟΣ ΧΑΤΖΗΔΗΜΟΥ Ωτορινολαρυγγολόγος, Καρόλου Ντηλ 25, τηλ. 276-086 (1377, 548, 1525, 597)
headline-aegean-symposium: ΔΙΕΘΝΕΣ ΣΥΜΠΟΣΙΟ ΘΑ ΓΙΝΗ ΣΤΗΝ ΜΗΘΥΜΝΑ ΛΕΣΒΟΥ ΜΕ ΘΕΜΑ ΤΟ ΑΙΓΑΙΟ ΣΤΗΝ ΙΣΤΟΡΙΑ ΚΑΙ ΤΗΝ ΤΕΧΝΗ (1205, 66, 1535, 114)
list-item: ΙΩΑΝΝΗΣ Ε. ΑΘΑΝΑΣΙΑΔΗΣ Βουλγαροκτόνου 16, τηλ. 239.027 (1198, 393, 1335, 430)
